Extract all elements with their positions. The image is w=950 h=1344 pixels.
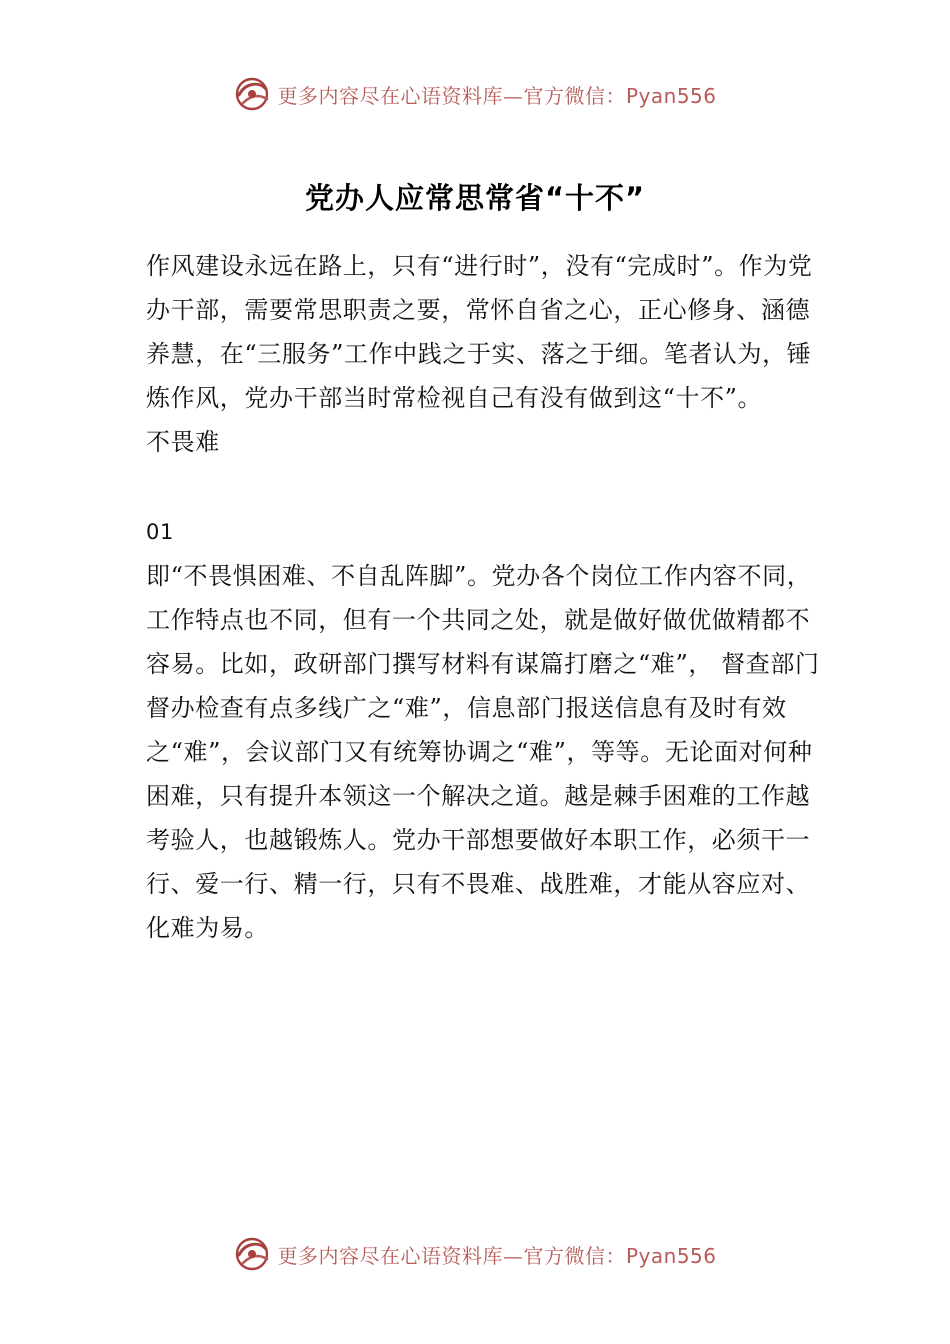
seal-logo-icon [233,1235,271,1273]
footer-banner-text: 更多内容尽在心语资料库—官方微信：Pyan556 [277,1243,717,1268]
section-body-paragraph: 即“不畏惧困难、不自乱阵脚”。党办各个岗位工作内容不同，工作特点也不同，但有一个共同之处，就是做好做优做精都不容易。比如，政研部门撰写材料有谋篇打磨之“难”， 督查部门督办检查有点多线广之“难”，信息部门报送信息有及时有效之“难”，会议部门又有统筹协调之“难”，等等。无论面对何种困难，只有提升本领这一个解决之道。越是棘手困难的工作越考验人，也越锻炼人。党办干部想要做好本职工作，必须干一行、爱一行、精一行，只有不畏难、战胜难，才能从容应对、化难为易。 [146,562,820,942]
header-banner [0,72,950,116]
blank-line [146,464,822,508]
footer-banner-code: Pyan556 [625,1243,717,1268]
seal-logo-icon [233,75,271,113]
footer-banner [0,1232,950,1276]
section-heading: 不畏难 [146,428,220,456]
header-banner-text: 更多内容尽在心语资料库—官方微信：Pyan556 [277,83,717,108]
header-banner-code: Pyan556 [625,83,717,108]
section-number: 01 [146,520,174,544]
document-body [146,244,822,950]
intro-paragraph: 作风建设永远在路上，只有“进行时”，没有“完成时”。作为党办干部，需要常思职责之要，常怀自省之心，正心修身、涵德养慧，在“三服务”工作中践之于实、落之于细。笔者认为，锤炼作风，党办干部当时常检视自己有没有做到这“十不”。 [146,252,813,412]
document-title: 党办人应常思常省“十不” [304,181,646,215]
